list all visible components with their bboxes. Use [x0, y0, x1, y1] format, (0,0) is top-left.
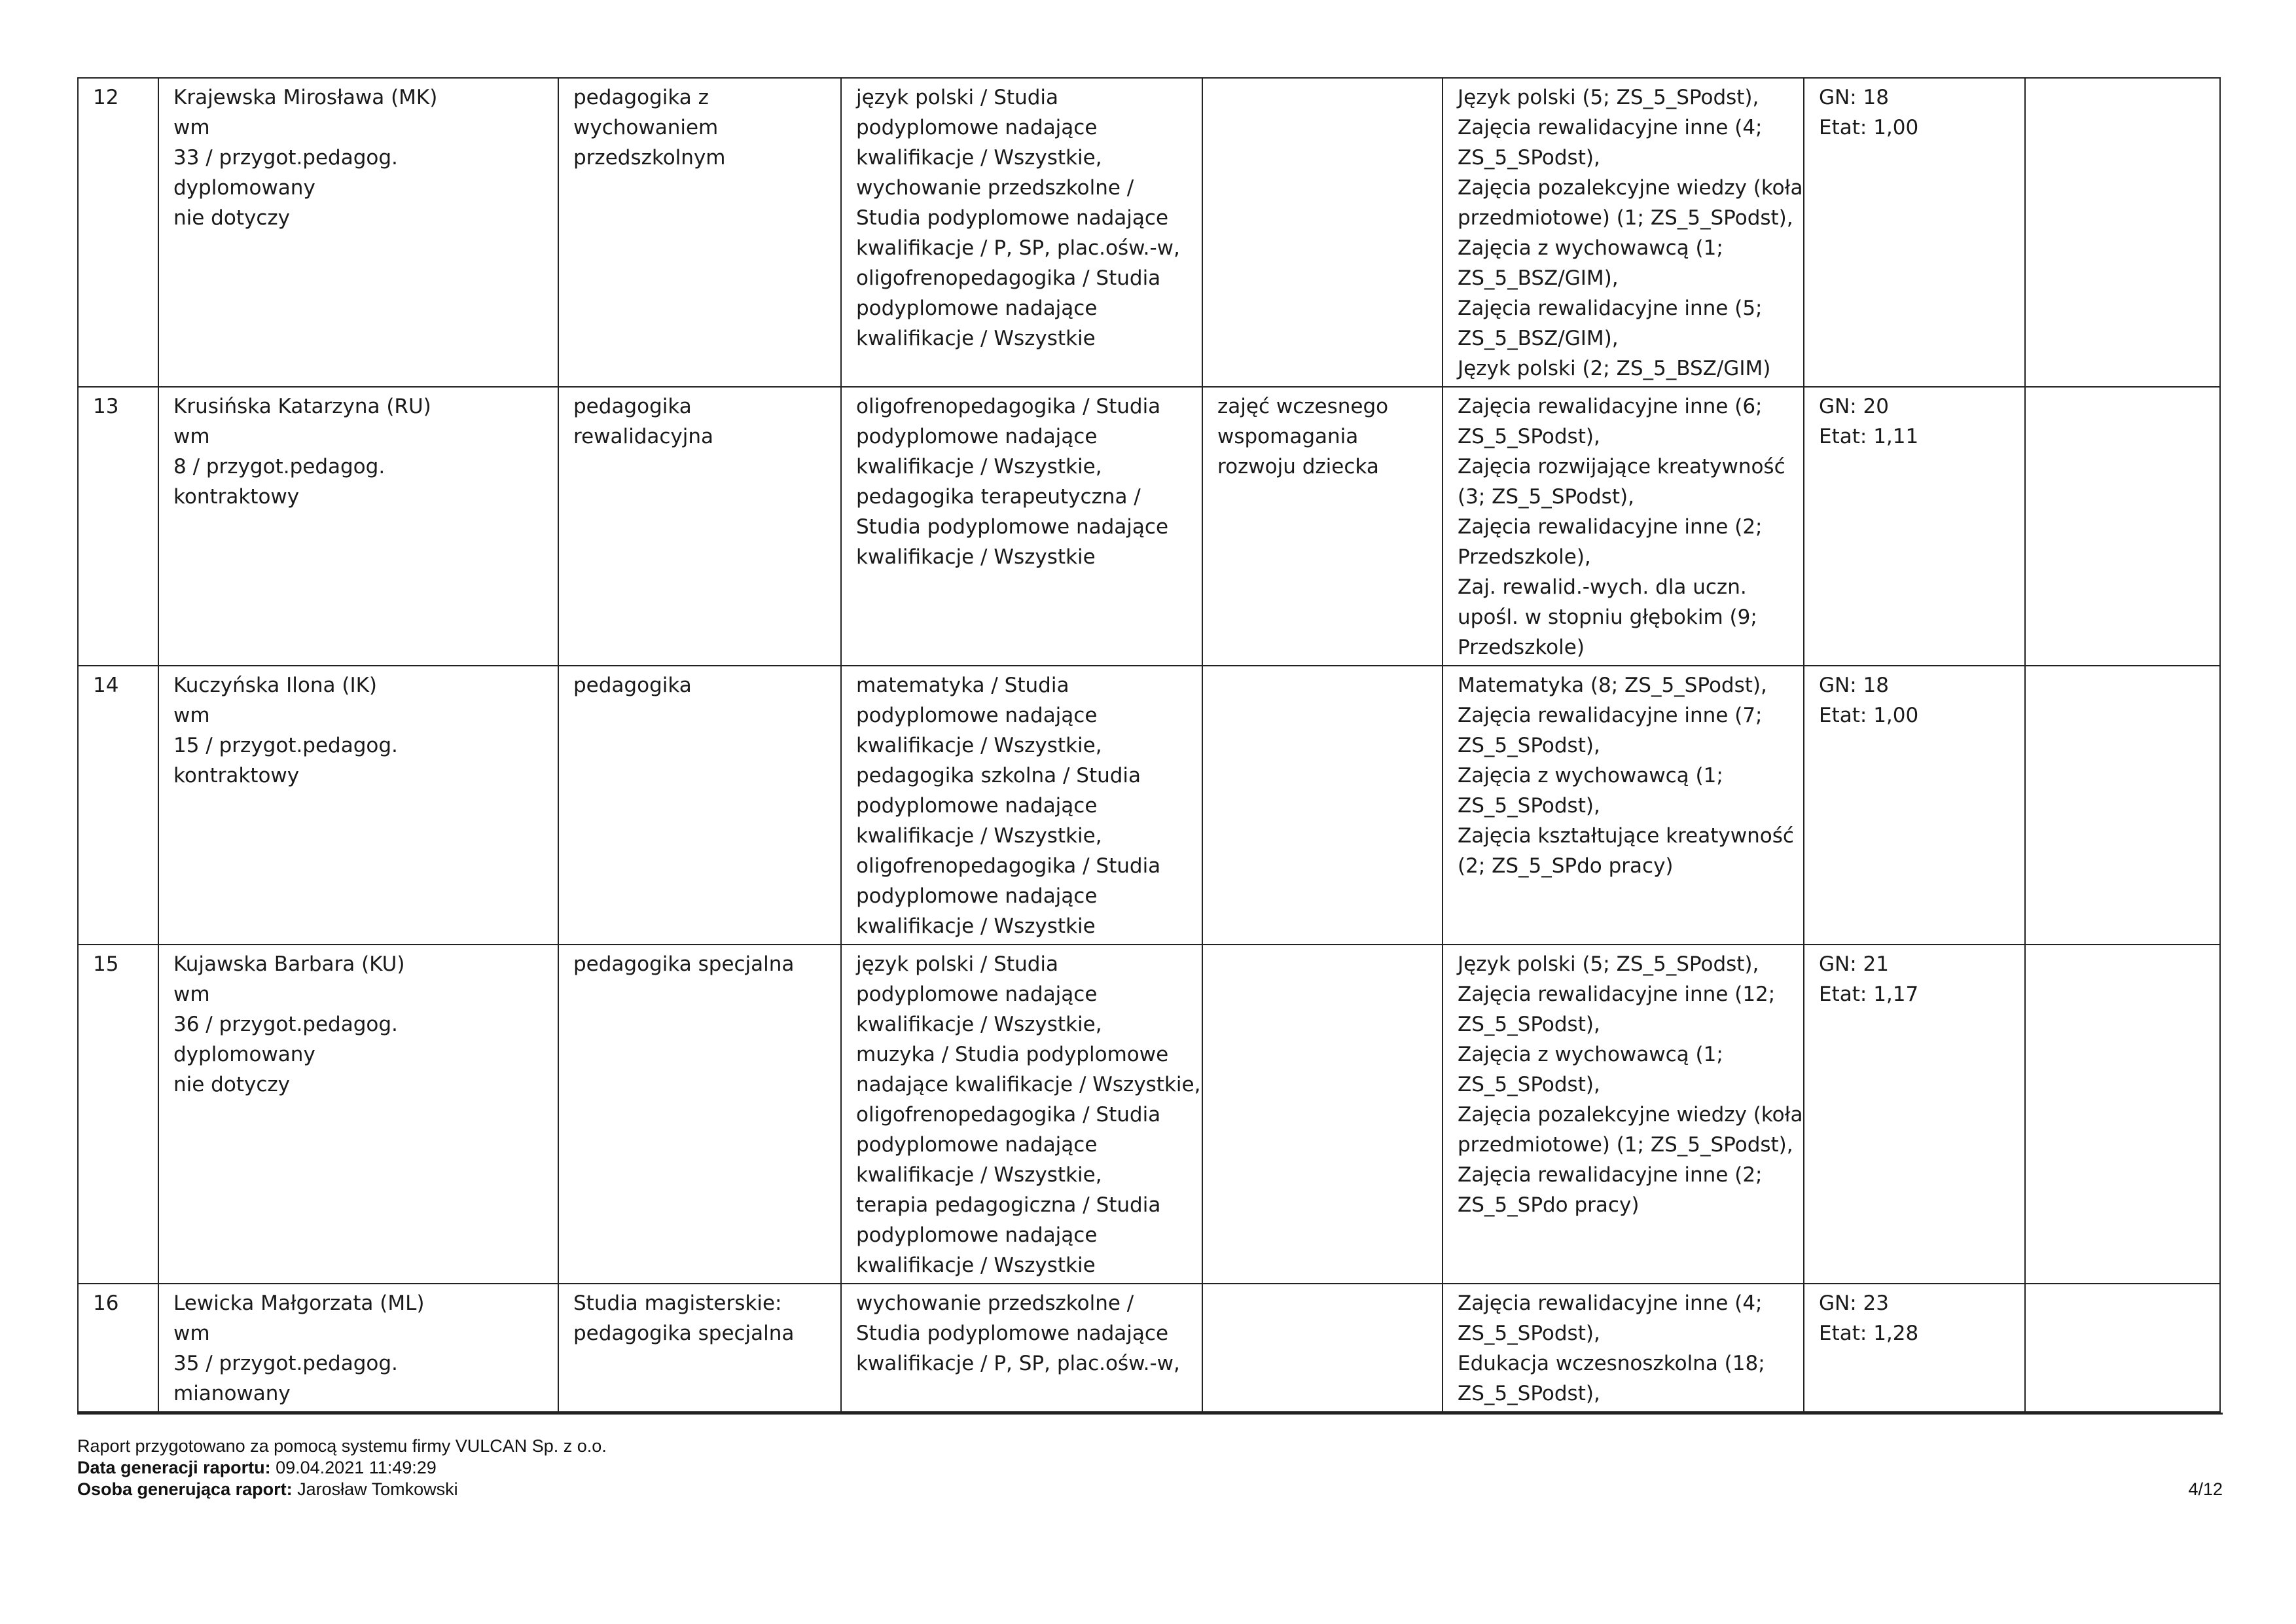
- cell-hours-line: GN: 21: [1819, 952, 1889, 976]
- cell-education-line: pedagogika: [573, 395, 692, 418]
- cell-hours-line: Etat: 1,17: [1819, 983, 1919, 1006]
- cell-subjects: [1443, 945, 1804, 1284]
- footer-person-line: [77, 1479, 2223, 1500]
- cell-hours-line: Etat: 1,00: [1819, 116, 1919, 139]
- cell-subjects-line: ZS_5_SPdo pracy): [1458, 1193, 1640, 1217]
- cell-teacher: [158, 666, 558, 945]
- cell-qualifications-line: kwalifikacje / Wszystkie,: [856, 824, 1102, 848]
- cell-teacher-line: kontraktowy: [173, 764, 300, 787]
- cell-hours: [1804, 666, 2025, 945]
- cell-hours: [1804, 1284, 2025, 1412]
- cell-other-qualifications: [1202, 666, 1443, 945]
- cell-teacher: [158, 78, 558, 387]
- cell-hours: [1804, 945, 2025, 1284]
- cell-subjects-line: Zajęcia rewalidacyjne inne (12;: [1458, 983, 1776, 1006]
- cell-subjects-line: ZS_5_BSZ/GIM),: [1458, 327, 1619, 350]
- cell-row-number: [78, 666, 158, 945]
- cell-qualifications-line: pedagogika szkolna / Studia: [856, 764, 1141, 787]
- cell-qualifications-line: kwalifikacje / Wszystkie,: [856, 734, 1102, 757]
- cell-row-number-value: 15: [93, 952, 119, 976]
- cell-education: [558, 1284, 841, 1412]
- table-row: [78, 666, 2220, 945]
- cell-education-line: pedagogika z: [573, 86, 709, 109]
- cell-subjects-line: (2; ZS_5_SPdo pracy): [1458, 854, 1674, 878]
- cell-teacher-line: Krajewska Mirosława (MK): [173, 86, 438, 109]
- cell-qualifications: [841, 666, 1202, 945]
- cell-qualifications-line: kwalifikacje / Wszystkie: [856, 327, 1096, 350]
- page-number: 4/12: [2188, 1479, 2223, 1499]
- table-row: [78, 78, 2220, 387]
- cell-subjects-line: upośl. w stopniu głębokim (9;: [1458, 605, 1757, 629]
- cell-hours-line: GN: 18: [1819, 86, 1889, 109]
- cell-subjects-line: ZS_5_SPodst),: [1458, 794, 1600, 818]
- cell-hours-line: Etat: 1,11: [1819, 425, 1919, 448]
- cell-row-number-value: 14: [93, 674, 119, 697]
- cell-qualifications-line: podyplomowe nadające: [856, 1223, 1098, 1247]
- cell-row-number: [78, 387, 158, 666]
- cell-qualifications-line: podyplomowe nadające: [856, 1133, 1098, 1157]
- cell-qualifications-line: kwalifikacje / P, SP, plac.ośw.-w,: [856, 1352, 1180, 1375]
- cell-qualifications-line: kwalifikacje / Wszystkie: [856, 914, 1096, 938]
- cell-other-qualifications: [1202, 387, 1443, 666]
- cell-subjects-line: Język polski (5; ZS_5_SPodst),: [1458, 952, 1759, 976]
- cell-teacher-line: Kujawska Barbara (KU): [173, 952, 405, 976]
- cell-row-number: [78, 945, 158, 1284]
- cell-teacher: [158, 945, 558, 1284]
- cell-subjects: [1443, 1284, 1804, 1412]
- cell-qualifications-line: oligofrenopedagogika / Studia: [856, 1103, 1161, 1127]
- cell-subjects-line: ZS_5_SPodst),: [1458, 425, 1600, 448]
- cell-teacher-line: 15 / przygot.pedagog.: [173, 734, 398, 757]
- table-body: [78, 78, 2220, 1412]
- cell-teacher-line: Krusińska Katarzyna (RU): [173, 395, 431, 418]
- cell-subjects-line: Zaj. rewalid.-wych. dla uczn.: [1458, 575, 1747, 599]
- cell-qualifications-line: podyplomowe nadające: [856, 425, 1098, 448]
- cell-notes: [2025, 666, 2220, 945]
- cell-teacher-line: Kuczyńska Ilona (IK): [173, 674, 378, 697]
- cell-subjects-line: Zajęcia rewalidacyjne inne (2;: [1458, 515, 1763, 539]
- cell-education: [558, 945, 841, 1284]
- cell-qualifications-line: terapia pedagogiczna / Studia: [856, 1193, 1161, 1217]
- cell-qualifications-line: Studia podyplomowe nadające: [856, 1322, 1169, 1345]
- cell-qualifications-line: oligofrenopedagogika / Studia: [856, 266, 1161, 290]
- cell-qualifications-line: język polski / Studia: [856, 86, 1059, 109]
- cell-qualifications-line: podyplomowe nadające: [856, 884, 1098, 908]
- cell-subjects-line: (3; ZS_5_SPodst),: [1458, 485, 1634, 509]
- cell-qualifications-line: matematyka / Studia: [856, 674, 1069, 697]
- cell-hours-line: Etat: 1,28: [1819, 1322, 1919, 1345]
- cell-hours: [1804, 78, 2025, 387]
- cell-qualifications-line: wychowanie przedszkolne /: [856, 1291, 1134, 1315]
- cell-subjects-line: Zajęcia pozalekcyjne wiedzy (koła: [1458, 1103, 1803, 1127]
- cell-teacher-line: wm: [173, 704, 210, 727]
- cell-teacher-line: 33 / przygot.pedagog.: [173, 146, 398, 170]
- table-row: [78, 387, 2220, 666]
- cell-teacher: [158, 387, 558, 666]
- cell-notes: [2025, 945, 2220, 1284]
- cell-education-line: pedagogika: [573, 674, 692, 697]
- cell-teacher-line: wm: [173, 1322, 210, 1345]
- cell-subjects-line: Zajęcia z wychowawcą (1;: [1458, 236, 1723, 260]
- cell-qualifications-line: kwalifikacje / Wszystkie,: [856, 1013, 1102, 1036]
- cell-education-line: Studia magisterskie:: [573, 1291, 782, 1315]
- cell-teacher-line: 35 / przygot.pedagog.: [173, 1352, 398, 1375]
- cell-teacher-line: 36 / przygot.pedagog.: [173, 1013, 398, 1036]
- cell-education-line: pedagogika specjalna: [573, 952, 795, 976]
- report-footer: [77, 1435, 2223, 1500]
- cell-notes: [2025, 387, 2220, 666]
- cell-subjects-line: ZS_5_SPodst),: [1458, 1382, 1600, 1405]
- cell-teacher-line: nie dotyczy: [173, 206, 290, 230]
- cell-qualifications-line: podyplomowe nadające: [856, 297, 1098, 320]
- cell-subjects: [1443, 78, 1804, 387]
- cell-qualifications-line: podyplomowe nadające: [856, 704, 1098, 727]
- cell-qualifications-line: kwalifikacje / Wszystkie,: [856, 146, 1102, 170]
- cell-notes: [2025, 1284, 2220, 1412]
- cell-other-qualifications-line: rozwoju dziecka: [1217, 455, 1379, 478]
- footer-person-value: Jarosław Tomkowski: [297, 1479, 458, 1499]
- cell-subjects-line: Zajęcia rozwijające kreatywność: [1458, 455, 1785, 478]
- cell-teacher-line: wm: [173, 116, 210, 139]
- footer-prepared-by: Raport przygotowano za pomocą systemu firmy VULCAN Sp. z o.o.: [77, 1436, 607, 1456]
- cell-hours: [1804, 387, 2025, 666]
- cell-subjects-line: Edukacja wczesnoszkolna (18;: [1458, 1352, 1765, 1375]
- table-row: [78, 1284, 2220, 1412]
- cell-subjects-line: Język polski (5; ZS_5_SPodst),: [1458, 86, 1759, 109]
- footer-person-label: Osoba generująca raport:: [77, 1479, 293, 1499]
- cell-subjects-line: Zajęcia rewalidacyjne inne (7;: [1458, 704, 1763, 727]
- cell-qualifications-line: kwalifikacje / Wszystkie: [856, 1254, 1096, 1277]
- cell-qualifications-line: nadające kwalifikacje / Wszystkie,: [856, 1073, 1201, 1096]
- cell-row-number-value: 12: [93, 86, 119, 109]
- cell-qualifications-line: muzyka / Studia podyplomowe: [856, 1043, 1169, 1066]
- cell-qualifications-line: podyplomowe nadające: [856, 983, 1098, 1006]
- cell-row-number: [78, 78, 158, 387]
- cell-subjects-line: ZS_5_SPodst),: [1458, 734, 1600, 757]
- cell-qualifications-line: oligofrenopedagogika / Studia: [856, 395, 1161, 418]
- cell-qualifications-line: kwalifikacje / Wszystkie: [856, 545, 1096, 569]
- cell-qualifications-line: wychowanie przedszkolne /: [856, 176, 1134, 200]
- cell-other-qualifications-line: wspomagania: [1217, 425, 1359, 448]
- cell-qualifications-line: język polski / Studia: [856, 952, 1059, 976]
- cell-teacher-line: dyplomowany: [173, 176, 315, 200]
- cell-other-qualifications: [1202, 78, 1443, 387]
- cell-subjects-line: Zajęcia kształtujące kreatywność: [1458, 824, 1794, 848]
- cell-teacher-line: Lewicka Małgorzata (ML): [173, 1291, 425, 1315]
- cell-education-line: wychowaniem: [573, 116, 719, 139]
- table-row: [78, 945, 2220, 1284]
- cell-education: [558, 666, 841, 945]
- cell-qualifications: [841, 78, 1202, 387]
- cell-subjects-line: Zajęcia rewalidacyjne inne (5;: [1458, 297, 1763, 320]
- cell-education: [558, 78, 841, 387]
- footer-date-line: [77, 1457, 2223, 1479]
- cell-other-qualifications: [1202, 1284, 1443, 1412]
- cell-teacher-line: kontraktowy: [173, 485, 300, 509]
- cell-subjects-line: ZS_5_BSZ/GIM),: [1458, 266, 1619, 290]
- cell-education-line: przedszkolnym: [573, 146, 726, 170]
- cell-teacher-line: wm: [173, 983, 210, 1006]
- cell-qualifications-line: oligofrenopedagogika / Studia: [856, 854, 1161, 878]
- cell-subjects-line: Matematyka (8; ZS_5_SPodst),: [1458, 674, 1767, 697]
- cell-qualifications-line: Studia podyplomowe nadające: [856, 515, 1169, 539]
- footer-divider: [77, 1413, 2223, 1415]
- cell-subjects-line: przedmiotowe) (1; ZS_5_SPodst),: [1458, 1133, 1793, 1157]
- cell-subjects-line: ZS_5_SPodst),: [1458, 1322, 1600, 1345]
- cell-education-line: pedagogika specjalna: [573, 1322, 795, 1345]
- cell-hours-line: GN: 18: [1819, 674, 1889, 697]
- cell-row-number: [78, 1284, 158, 1412]
- cell-education: [558, 387, 841, 666]
- cell-subjects-line: Zajęcia rewalidacyjne inne (4;: [1458, 1291, 1763, 1315]
- cell-teacher-line: nie dotyczy: [173, 1073, 290, 1096]
- cell-notes: [2025, 78, 2220, 387]
- cell-education-line: rewalidacyjna: [573, 425, 714, 448]
- cell-qualifications-line: kwalifikacje / P, SP, plac.ośw.-w,: [856, 236, 1180, 260]
- cell-subjects-line: Przedszkole),: [1458, 545, 1591, 569]
- cell-teacher-line: mianowany: [173, 1382, 291, 1405]
- cell-subjects-line: Zajęcia z wychowawcą (1;: [1458, 1043, 1723, 1066]
- cell-qualifications-line: kwalifikacje / Wszystkie,: [856, 455, 1102, 478]
- cell-subjects-line: przedmiotowe) (1; ZS_5_SPodst),: [1458, 206, 1793, 230]
- footer-date-label: Data generacji raportu:: [77, 1458, 271, 1477]
- cell-subjects-line: Zajęcia z wychowawcą (1;: [1458, 764, 1723, 787]
- cell-subjects-line: Język polski (2; ZS_5_BSZ/GIM): [1458, 357, 1771, 380]
- cell-other-qualifications: [1202, 945, 1443, 1284]
- cell-qualifications: [841, 945, 1202, 1284]
- cell-subjects: [1443, 387, 1804, 666]
- cell-subjects-line: ZS_5_SPodst),: [1458, 146, 1600, 170]
- cell-qualifications-line: podyplomowe nadające: [856, 116, 1098, 139]
- footer-date-value: 09.04.2021 11:49:29: [276, 1458, 437, 1477]
- cell-subjects-line: ZS_5_SPodst),: [1458, 1013, 1600, 1036]
- cell-subjects-line: Zajęcia rewalidacyjne inne (2;: [1458, 1163, 1763, 1187]
- cell-row-number-value: 13: [93, 395, 119, 418]
- cell-other-qualifications-line: zajęć wczesnego: [1217, 395, 1389, 418]
- cell-subjects-line: Zajęcia rewalidacyjne inne (4;: [1458, 116, 1763, 139]
- cell-hours-line: GN: 23: [1819, 1291, 1889, 1315]
- cell-hours-line: Etat: 1,00: [1819, 704, 1919, 727]
- cell-qualifications: [841, 387, 1202, 666]
- cell-qualifications-line: pedagogika terapeutyczna /: [856, 485, 1141, 509]
- cell-subjects: [1443, 666, 1804, 945]
- cell-subjects-line: Zajęcia rewalidacyjne inne (6;: [1458, 395, 1763, 418]
- cell-subjects-line: Zajęcia pozalekcyjne wiedzy (koła: [1458, 176, 1803, 200]
- cell-qualifications-line: podyplomowe nadające: [856, 794, 1098, 818]
- cell-subjects-line: ZS_5_SPodst),: [1458, 1073, 1600, 1096]
- cell-qualifications: [841, 1284, 1202, 1412]
- cell-qualifications-line: kwalifikacje / Wszystkie,: [856, 1163, 1102, 1187]
- cell-subjects-line: Przedszkole): [1458, 636, 1585, 659]
- cell-teacher-line: dyplomowany: [173, 1043, 315, 1066]
- cell-row-number-value: 16: [93, 1291, 119, 1315]
- cell-teacher-line: 8 / przygot.pedagog.: [173, 455, 386, 478]
- cell-teacher-line: wm: [173, 425, 210, 448]
- cell-teacher: [158, 1284, 558, 1412]
- cell-hours-line: GN: 20: [1819, 395, 1889, 418]
- teachers-table: [77, 77, 2221, 1413]
- cell-qualifications-line: Studia podyplomowe nadające: [856, 206, 1169, 230]
